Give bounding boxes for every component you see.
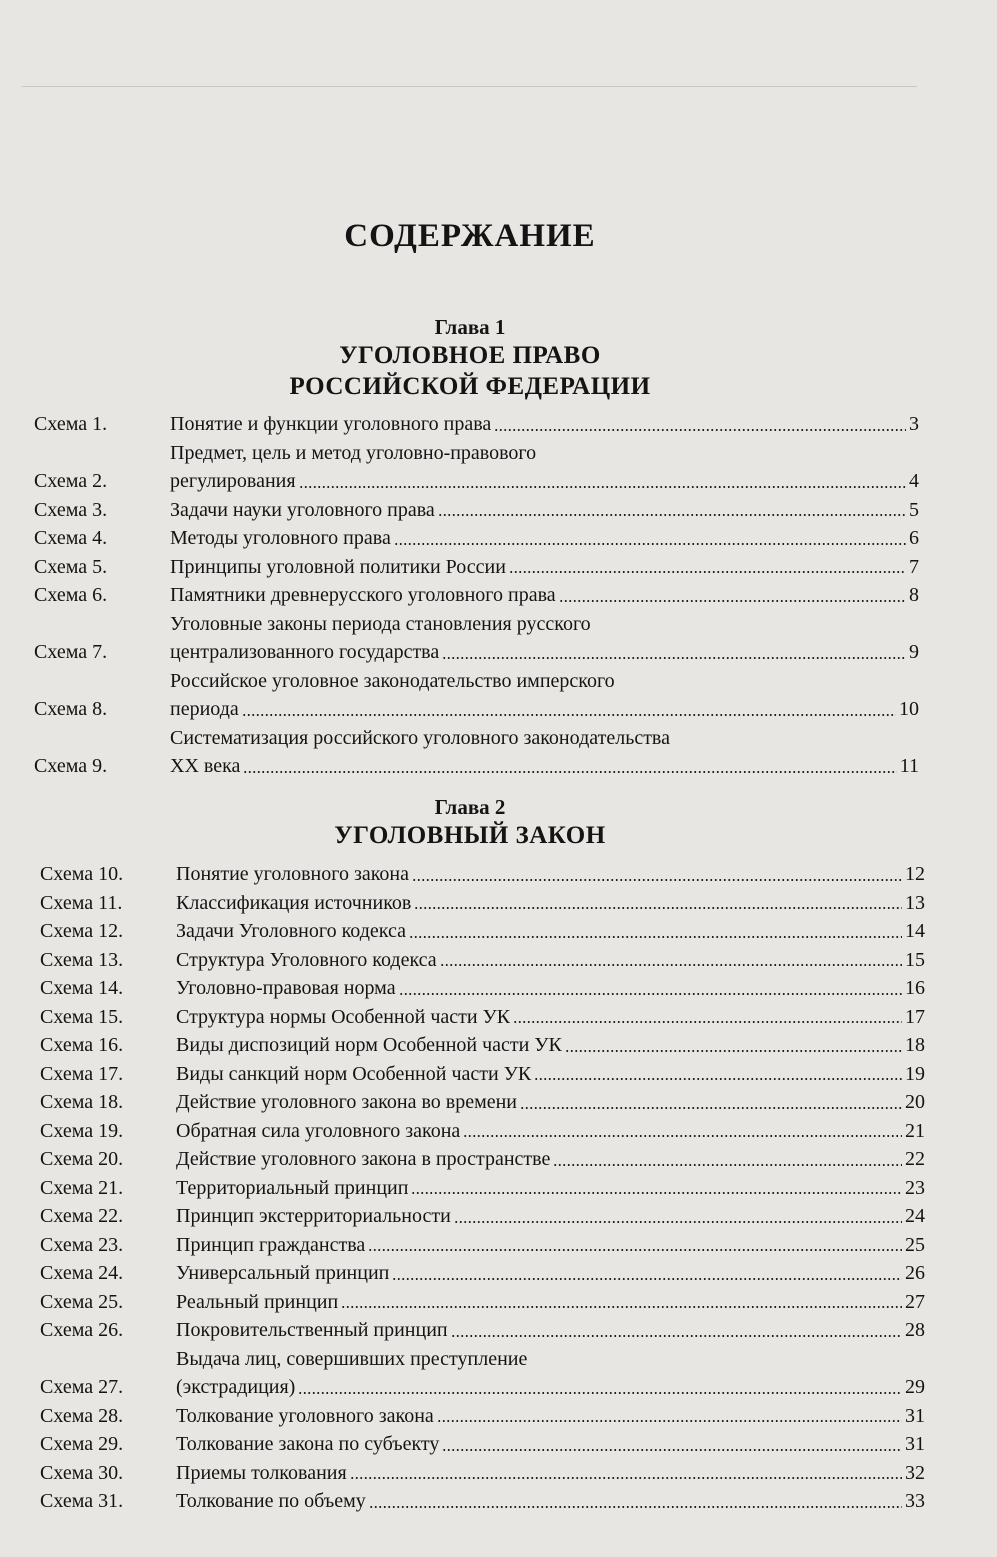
toc-entry-title-line-2: централизованного государства — [170, 641, 440, 663]
toc-entry-label: Схема 14. — [40, 977, 124, 999]
toc-entry-page-number: 4 — [909, 470, 919, 492]
toc-entry-page-number: 11 — [899, 755, 919, 777]
toc-entry — [40, 1031, 925, 1060]
toc-leader-dots — [368, 1232, 902, 1252]
toc-leader-dots — [438, 497, 906, 517]
toc-entry — [40, 1003, 925, 1032]
toc-leader-dots — [411, 1175, 902, 1195]
toc-entry-label: Схема 11. — [40, 891, 123, 914]
page-title: СОДЕРЖАНИЕ — [344, 218, 596, 254]
toc-entry — [40, 1174, 925, 1203]
toc-entry — [34, 724, 919, 781]
toc-leader-dots — [565, 1033, 902, 1053]
toc-leader-dots — [534, 1061, 902, 1081]
toc-leader-dots — [242, 697, 896, 717]
toc-entry-title-line-1: Выдача лиц, совершивших преступление — [176, 1347, 528, 1370]
toc-entry — [40, 860, 925, 889]
toc-entry-title: Приемы толкования — [176, 1461, 347, 1484]
toc-leader-dots — [451, 1318, 902, 1338]
toc-leader-dots — [298, 1375, 902, 1395]
toc-entry-page-number: 6 — [909, 527, 919, 549]
toc-entry-title: Задачи Уголовного кодекса — [176, 920, 406, 942]
toc-entry — [40, 1288, 925, 1317]
toc-entry-title: Памятники древнерусского уголовного права — [170, 584, 556, 606]
toc-entry-label: Схема 28. — [40, 1404, 124, 1427]
toc-leader-dots — [494, 412, 906, 432]
toc-entry-title: Понятие уголовного закона — [176, 863, 409, 885]
toc-entry-page-number: 22 — [905, 1148, 925, 1170]
toc-entry-page-number: 5 — [909, 498, 919, 521]
toc-entry-title-line-2: XX века — [170, 755, 241, 777]
toc-entry-title-line-2: периода — [170, 698, 239, 720]
toc-entry-label: Схема 25. — [40, 1290, 124, 1313]
toc-entry — [40, 1145, 925, 1174]
toc-leader-dots — [559, 583, 906, 603]
chapter-2-number: Глава 2 — [434, 795, 506, 819]
toc-leader-dots — [442, 1432, 902, 1452]
toc-entry-page-number: 15 — [905, 948, 925, 971]
toc-entry-label: Схема 12. — [40, 920, 124, 942]
toc-entry-page-number: 17 — [905, 1005, 925, 1028]
toc-leader-dots — [243, 754, 896, 774]
toc-entry-title: Универсальный принцип — [176, 1262, 390, 1284]
toc-entry — [40, 1259, 925, 1288]
toc-entry-label: Схема 1. — [34, 413, 108, 435]
toc-entry-page-number: 31 — [905, 1404, 925, 1427]
toc-entry-title: Реальный принцип — [176, 1290, 339, 1313]
toc-entry-title: Толкование уголовного закона — [176, 1404, 434, 1427]
toc-entry-page-number: 18 — [905, 1034, 925, 1056]
toc-entry-page-number: 21 — [905, 1119, 925, 1142]
toc-entry-page-number: 23 — [905, 1176, 925, 1199]
toc-entry-label: Схема 17. — [40, 1062, 124, 1085]
toc-entry-title-line-1: Уголовные законы периода становления русского — [170, 612, 591, 635]
toc-leader-dots — [412, 862, 902, 882]
toc-entry — [40, 1231, 925, 1260]
toc-leader-dots — [437, 1403, 902, 1423]
toc-entry-title: Принцип гражданства — [176, 1233, 366, 1256]
toc-entry-label: Схема 7. — [34, 641, 108, 663]
toc-entry-label: Схема 18. — [40, 1091, 124, 1113]
toc-leader-dots — [440, 947, 902, 967]
toc-entry-label: Схема 5. — [34, 555, 108, 578]
toc-entry-label: Схема 2. — [34, 470, 108, 492]
toc-entry-title: Принцип экстерриториальности — [176, 1205, 451, 1227]
toc-entry-page-number: 31 — [905, 1433, 925, 1455]
toc-entry — [40, 1345, 925, 1402]
toc-leader-dots — [399, 976, 902, 996]
toc-entry-title: Территориальный принцип — [176, 1176, 409, 1199]
toc-entry-label: Схема 16. — [40, 1034, 124, 1056]
toc-entry-label: Схема 8. — [34, 698, 108, 720]
toc-entry-page-number: 9 — [909, 641, 919, 663]
toc-entry-label: Схема 29. — [40, 1433, 124, 1455]
toc-entry-label: Схема 15. — [40, 1005, 124, 1028]
toc-entry-title: Структура Уголовного кодекса — [176, 948, 437, 971]
toc-entry — [40, 917, 925, 946]
toc-entry — [40, 1430, 925, 1459]
toc-entry-page-number: 3 — [909, 413, 919, 435]
toc-entry — [40, 1459, 925, 1488]
toc-entry — [40, 1088, 925, 1117]
toc-leader-dots — [513, 1004, 902, 1024]
toc-entry — [40, 1316, 925, 1345]
toc-entry-label: Схема 26. — [40, 1319, 124, 1341]
toc-entry-label: Схема 22. — [40, 1205, 124, 1227]
toc-entry-page-number: 26 — [905, 1262, 925, 1284]
toc-entry-title-line-2: регулирования — [170, 470, 296, 492]
toc-leader-dots — [392, 1261, 902, 1281]
toc-entry-title-line-2: (экстрадиция) — [176, 1376, 296, 1398]
toc-entry — [40, 1402, 925, 1431]
toc-entry-page-number: 19 — [905, 1062, 925, 1085]
toc-entry-title: Понятие и функции уголовного права — [170, 413, 492, 435]
toc-entry-label: Схема 4. — [34, 527, 108, 549]
toc-leader-dots — [341, 1289, 902, 1309]
toc-entry-label: Схема 13. — [40, 948, 124, 971]
toc-entry-label: Схема 24. — [40, 1262, 124, 1284]
chapter-1-number: Глава 1 — [434, 315, 506, 339]
toc-leader-dots — [394, 526, 906, 546]
toc-entry-label: Схема 27. — [40, 1376, 124, 1398]
toc-entry-title-line-1: Предмет, цель и метод уголовно-правового — [170, 441, 537, 464]
toc-entry-title-line-1: Систематизация российского уголовного законодательства — [170, 726, 670, 749]
toc-entry-title: Структура нормы Особенной части УК — [176, 1005, 511, 1028]
toc-leader-dots — [414, 890, 902, 910]
toc-entry-title: Виды санкций норм Особенной части УК — [176, 1062, 532, 1085]
toc-entry — [40, 889, 925, 918]
toc-entry-label: Схема 20. — [40, 1148, 124, 1170]
toc-entry — [40, 1060, 925, 1089]
toc-entry-label: Схема 9. — [34, 755, 108, 777]
toc-entry-title-line-1: Российское уголовное законодательство имперского — [170, 669, 615, 692]
toc-entry — [40, 946, 925, 975]
toc-leader-dots — [299, 469, 906, 489]
toc-leader-dots — [509, 554, 906, 574]
toc-entry-title: Принципы уголовной политики России — [170, 555, 506, 578]
toc-entry-page-number: 29 — [905, 1376, 925, 1398]
toc-entry-page-number: 7 — [909, 555, 919, 578]
toc-entry — [40, 974, 925, 1003]
toc-entry-page-number: 25 — [905, 1233, 925, 1256]
toc-entry-title: Классификация источников — [176, 891, 412, 914]
toc-leader-dots — [350, 1460, 902, 1480]
toc-entry — [40, 1487, 925, 1516]
chapter-1-heading — [0, 314, 940, 402]
toc-entry-page-number: 16 — [905, 977, 925, 999]
toc-entry-title: Действие уголовного закона в пространстве — [176, 1148, 551, 1170]
toc-entry-label: Схема 23. — [40, 1233, 124, 1256]
toc-leader-dots — [553, 1147, 902, 1167]
toc-entry-title: Действие уголовного закона во времени — [176, 1091, 518, 1113]
toc-leader-dots — [369, 1489, 902, 1509]
toc-entry-page-number: 8 — [909, 584, 919, 606]
toc-entry — [34, 439, 919, 496]
chapter-1-name-line-2: РОССИЙСКОЙ ФЕДЕРАЦИИ — [289, 373, 651, 400]
toc-entry-page-number: 14 — [905, 920, 925, 942]
toc-leader-dots — [454, 1204, 902, 1224]
toc-entry-title: Уголовно-правовая норма — [176, 977, 396, 999]
toc-entry-page-number: 10 — [899, 698, 919, 720]
chapter-2-name-line-1: УГОЛОВНЫЙ ЗАКОН — [334, 822, 606, 849]
toc-entry-page-number: 28 — [905, 1319, 925, 1341]
toc-entry — [34, 667, 919, 724]
toc-entry — [34, 410, 919, 439]
toc-entry-label: Схема 21. — [40, 1176, 124, 1199]
toc-entry-label: Схема 3. — [34, 498, 108, 521]
toc-entry-page-number: 33 — [905, 1490, 925, 1512]
toc-leader-dots — [463, 1118, 902, 1138]
toc-entry-title: Покровительственный принцип — [176, 1319, 448, 1341]
toc-entry — [34, 496, 919, 525]
toc-entry-page-number: 27 — [905, 1290, 925, 1313]
toc-leader-dots — [409, 919, 902, 939]
toc-entry-label: Схема 10. — [40, 863, 124, 885]
toc-entry — [34, 524, 919, 553]
toc-entry-title: Толкование по объему — [176, 1490, 366, 1512]
toc-entry-title: Виды диспозиций норм Особенной части УК — [176, 1034, 562, 1056]
toc-entry — [34, 610, 919, 667]
chapter-2-entries — [40, 860, 925, 1516]
toc-entry-title: Задачи науки уголовного права — [170, 498, 435, 521]
toc-entry-page-number: 32 — [905, 1461, 925, 1484]
toc-entry-page-number: 20 — [905, 1091, 925, 1113]
bleed-through-header-rule — [22, 64, 917, 87]
toc-leader-dots — [442, 640, 906, 660]
toc-entry-label: Схема 30. — [40, 1461, 124, 1484]
chapter-1-entries — [34, 410, 919, 781]
toc-entry-label: Схема 6. — [34, 584, 108, 606]
toc-entry-title: Обратная сила уголовного закона — [176, 1119, 461, 1142]
toc-entry-page-number: 12 — [905, 863, 925, 885]
toc-entry-page-number: 24 — [905, 1205, 925, 1227]
toc-entry-title: Толкование закона по субъекту — [176, 1433, 440, 1455]
toc-entry-page-number: 13 — [905, 891, 925, 914]
toc-entry-label: Схема 31. — [40, 1490, 124, 1512]
chapter-1-name-line-1: УГОЛОВНОЕ ПРАВО — [339, 342, 601, 369]
toc-entry-title: Методы уголовного права — [170, 527, 391, 549]
toc-entry — [40, 1202, 925, 1231]
toc-leader-dots — [520, 1090, 902, 1110]
toc-entry — [40, 1117, 925, 1146]
toc-entry — [34, 553, 919, 582]
toc-entry — [34, 581, 919, 610]
chapter-2-heading — [0, 794, 940, 851]
toc-entry-label: Схема 19. — [40, 1119, 124, 1142]
